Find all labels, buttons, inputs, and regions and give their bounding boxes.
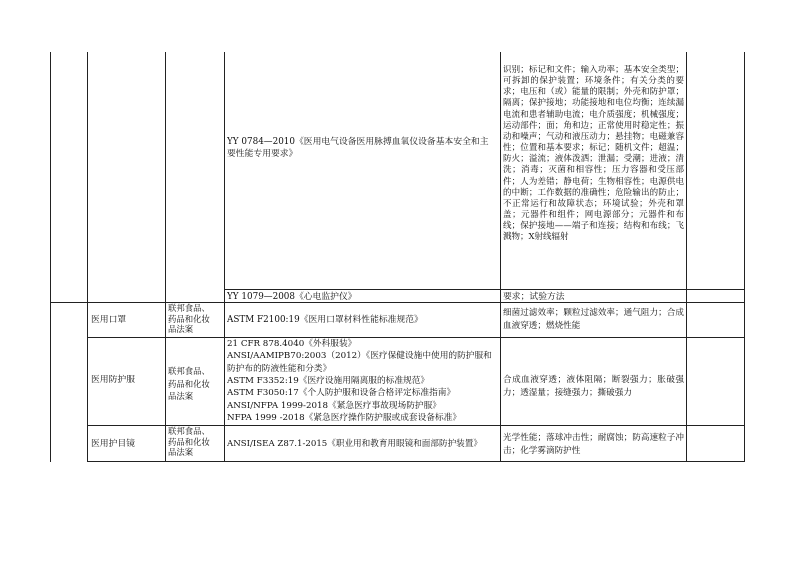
standard-line: ANSI/NFPA 1999-2018《紧急医疗事故现场防护服》: [227, 400, 441, 411]
grid-line: [87, 461, 744, 462]
standards-table: [50, 52, 745, 462]
standard-cell: ASTM F2100:19《医用口罩材料性能标准规范》: [227, 315, 423, 325]
grid-line: [50, 52, 51, 462]
law-line: 药品和化妆: [168, 313, 210, 324]
grid-line: [500, 52, 501, 462]
requirements-cell: 光学性能；落球冲击性；耐腐蚀；防高速粒子冲击；化学雾滴防护性: [503, 433, 684, 456]
standard-cell: ANSI/ISEA Z87.1-2015《职业用和教育用眼镜和面部防护装置》: [227, 439, 482, 449]
requirements-cell: 细菌过滤效率；颗粒过滤效率；通气阻力；合成血液穿透；燃烧性能: [503, 308, 684, 331]
standard-line: ASTM F3050:17《个人防护服和设备合格评定标准指南》: [227, 388, 456, 399]
grid-line: [87, 52, 88, 462]
standard-line: ASTM F3352:19《医疗设施用隔离服的标准规范》: [227, 376, 430, 387]
grid-line: [744, 52, 745, 462]
grid-line: [165, 52, 166, 462]
law-line: 联邦食品、: [168, 426, 210, 436]
law-cell: [168, 303, 223, 335]
requirements-cell: 识别；标记和文件；输入功率；基本安全类型；可拆卸的保护装置；环境条件；有关分类的要求；电压和（或）能量的限制；外壳和防护罩；隔离；保护接地；功能接地和电位均衡；连续漏电流和患者辅助电流；电介质强度；机械强度；运动部件；面；角和边；正常使用时稳定性；振动和噪声；气动和液压动力；悬挂物；电磁兼容性；位置和基本要求；标记；随机文件；超温；防火；溢流；液体泼洒；泄漏；受潮；进液；清洗；消毒；灭菌和相容性；压力容器和受压部件；人为差错；静电荷；生物相容性；电源供电的中断；工作数据的准确性；危险输出的防止；不正常运行和故障状态；环境试验；外壳和罩盖；元器件和组件；网电源部分；元器件和布线；保护接地——端子和连接；结构和布线；飞溅物；X射线辐射: [503, 65, 684, 243]
product-cell: 医用护目镜: [91, 439, 135, 449]
law-cell: [168, 365, 223, 403]
requirements-cell: 要求；试验方法: [503, 292, 565, 302]
law-line: 品法案: [168, 447, 194, 458]
law-line: 药品和化妆: [168, 378, 210, 389]
law-line: 品法案: [168, 324, 194, 335]
standard-cell: YY 0784—2010《医用电气设备医用脉搏血氧仪设备基本安全和主要性能专用要求》: [227, 137, 489, 159]
standards-list: [227, 338, 499, 424]
standard-line: 防护布的防液性能和分类》: [227, 363, 332, 374]
standard-line: 21 CFR 878.4040《外科服装》: [227, 339, 357, 349]
law-line: 药品和化妆: [168, 436, 210, 447]
law-cell: [168, 426, 223, 458]
grid-line: [224, 289, 744, 290]
law-line: 联邦食品、: [168, 366, 210, 376]
product-cell: 医用防护服: [91, 375, 135, 385]
standard-line: NFPA 1999 -2018《紧急医疗操作防护服或成套设备标准》: [227, 413, 462, 424]
law-line: 品法案: [168, 391, 194, 401]
grid-line: [224, 52, 225, 462]
standard-line: ANSI/AAMIPB70:2003（2012）《医疗保健设施中使用的防护服和: [227, 351, 492, 362]
standard-cell: YY 1079—2008《心电监护仪》: [227, 292, 357, 302]
law-line: 联邦食品、: [168, 303, 210, 313]
requirements-cell: 合成血液穿透；液体阻隔；断裂强力；胀破强力；透湿量；接缝强力；撕破强力: [503, 375, 684, 398]
grid-line: [686, 52, 687, 462]
product-cell: 医用口罩: [91, 315, 127, 325]
